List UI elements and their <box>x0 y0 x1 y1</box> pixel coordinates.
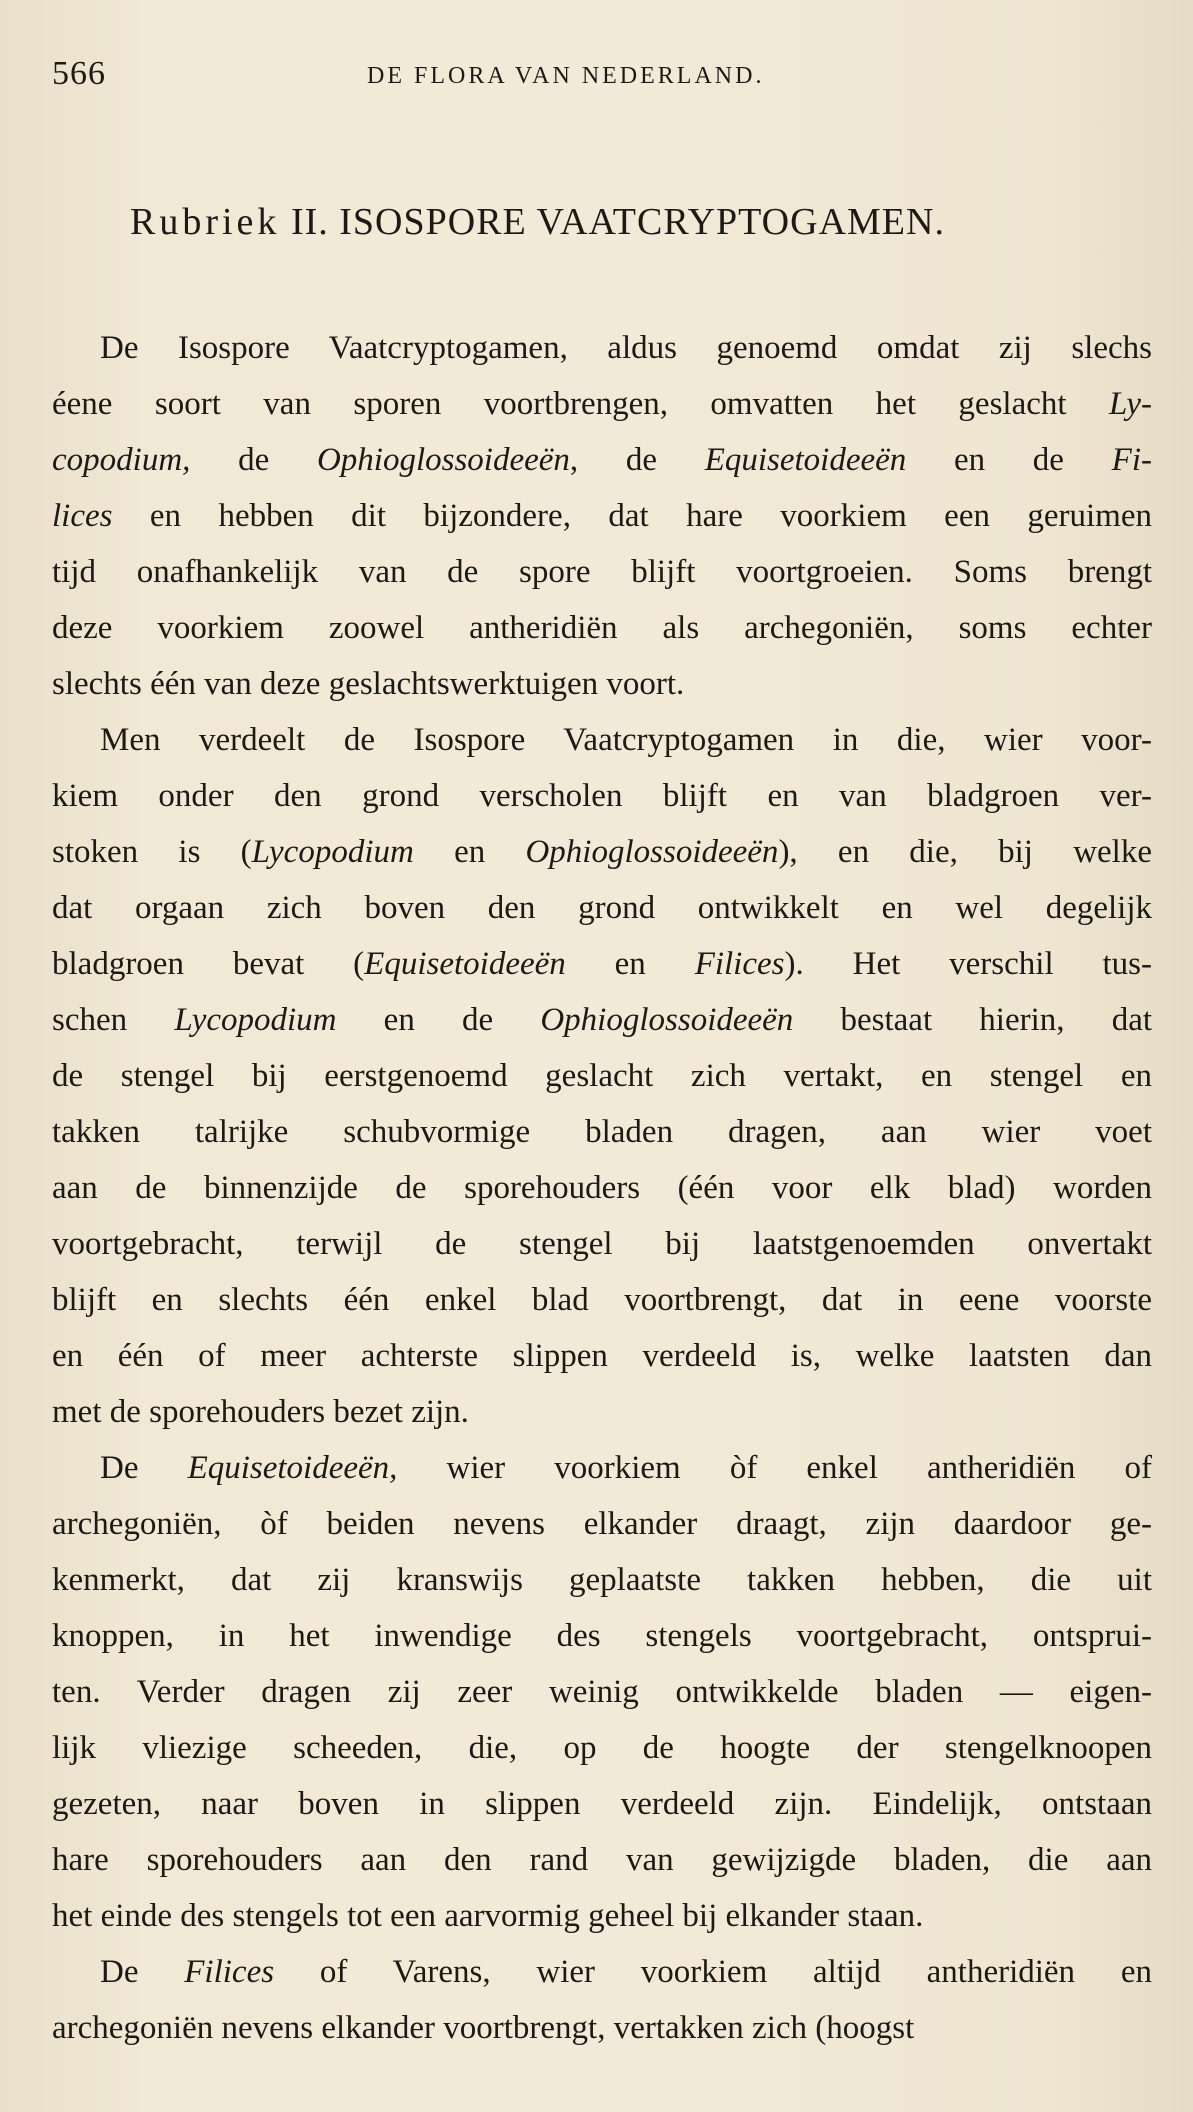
text-line <box>52 1048 1152 1104</box>
text-run: en <box>565 946 695 982</box>
text-run: ). Het verschil tus- <box>784 946 1152 982</box>
text-run: blijft en slechts één enkel blad voortbrengt, dat in eene voorste <box>52 1282 1152 1318</box>
italic-run: copodium, <box>52 442 191 478</box>
text-run: de <box>190 442 317 478</box>
text-line <box>52 1160 1152 1216</box>
text-run: en hebben dit bijzondere, dat hare voorkiem een geruimen <box>112 498 1152 534</box>
text-line <box>52 1104 1152 1160</box>
text-run: ), en die, bij welke <box>778 834 1152 870</box>
text-line <box>52 1384 1152 1440</box>
italic-run: Equisetoideeën <box>364 946 566 982</box>
italic-run: Ophioglossoideeën <box>540 1002 794 1038</box>
text-run: De <box>100 1954 185 1990</box>
paragraph <box>52 320 1152 712</box>
text-run: , de <box>569 442 705 478</box>
text-line <box>52 1664 1152 1720</box>
paragraph <box>52 1440 1152 1944</box>
text-line <box>52 376 1152 432</box>
text-run: of Varens, wier voorkiem altijd antheridiën en <box>274 1954 1152 1990</box>
text-line <box>52 1496 1152 1552</box>
text-run: gezeten, naar boven in slippen verdeeld zijn. Eindelijk, ontstaan <box>52 1786 1152 1822</box>
text-line <box>52 1832 1152 1888</box>
text-line <box>52 824 1152 880</box>
italic-run: Fi- <box>1111 442 1152 478</box>
text-run: en de <box>906 442 1112 478</box>
text-run: De <box>100 1450 188 1486</box>
text-run: archegoniën nevens elkander voortbrengt, vertakken zich (hoogst <box>52 2010 915 2046</box>
text-run: slechts één van deze geslachtswerktuigen voort. <box>52 666 685 702</box>
text-line <box>52 768 1152 824</box>
text-line <box>52 1776 1152 1832</box>
text-run: knoppen, in het inwendige des stengels voortgebracht, ontsprui- <box>52 1618 1152 1654</box>
section-title: ISOSPORE VAATCRYPTOGAMEN. <box>339 201 945 243</box>
italic-run: Ly- <box>1108 386 1152 422</box>
text-line <box>52 1720 1152 1776</box>
text-run: wier voorkiem òf enkel antheridiën of <box>397 1450 1152 1486</box>
body-text <box>52 320 1152 2056</box>
text-line <box>52 936 1152 992</box>
text-run: en de <box>336 1002 541 1038</box>
text-line <box>52 1944 1152 2000</box>
text-line <box>52 992 1152 1048</box>
text-line <box>52 656 1152 712</box>
text-run: het einde des stengels tot een aarvormig geheel bij elkander staan. <box>52 1898 924 1934</box>
text-run: met de sporehouders bezet zijn. <box>52 1394 469 1430</box>
text-run: stoken is ( <box>52 834 252 870</box>
text-line <box>52 600 1152 656</box>
italic-run: Ophioglossoideeën <box>525 834 779 870</box>
italic-run: Ophioglossoideeën <box>316 442 570 478</box>
paragraph <box>52 712 1152 1440</box>
text-run: kiem onder den grond verscholen blijft en van bladgroen ver- <box>52 778 1152 814</box>
text-run: deze voorkiem zoowel antheridiën als archegoniën, soms echter <box>52 610 1152 646</box>
italic-run: Lycopodium <box>251 834 414 870</box>
rubric-label: Rubriek <box>130 201 281 243</box>
text-line <box>52 1440 1152 1496</box>
text-run: voortgebracht, terwijl de stengel bij laatstgenoemden onvertakt <box>52 1226 1152 1262</box>
text-run: hare sporehouders aan den rand van gewijzigde bladen, die aan <box>52 1842 1152 1878</box>
text-line <box>52 1216 1152 1272</box>
text-line <box>52 488 1152 544</box>
text-line <box>52 1608 1152 1664</box>
text-line <box>52 2000 1152 2056</box>
text-line <box>52 320 1152 376</box>
text-run: Men verdeelt de Isospore Vaatcryptogamen in die, wier voor- <box>100 722 1152 758</box>
text-run: éene soort van sporen voortbrengen, omvatten het geslacht <box>52 386 1109 422</box>
text-run: kenmerkt, dat zij kranswijs geplaatste takken hebben, die uit <box>52 1562 1152 1598</box>
text-line <box>52 1328 1152 1384</box>
italic-run: Filices <box>694 946 785 982</box>
text-line <box>52 544 1152 600</box>
italic-run: lices <box>52 498 113 534</box>
text-run: schen <box>52 1002 175 1038</box>
text-run: takken talrijke schubvormige bladen dragen, aan wier voet <box>52 1114 1152 1150</box>
text-run: bladgroen bevat ( <box>52 946 365 982</box>
text-run: tijd onafhankelijk van de spore blijft voortgroeien. Soms brengt <box>52 554 1152 590</box>
text-run: ten. Verder dragen zij zeer weinig ontwikkelde bladen — eigen- <box>52 1674 1152 1710</box>
text-line <box>52 1552 1152 1608</box>
italic-run: Lycopodium <box>174 1002 337 1038</box>
text-run: bestaat hierin, dat <box>793 1002 1153 1038</box>
text-run: de stengel bij eerstgenoemd geslacht zich vertakt, en stengel en <box>52 1058 1152 1094</box>
text-line <box>52 880 1152 936</box>
running-head <box>52 55 1162 105</box>
text-line <box>52 432 1152 488</box>
rubric-number: II. <box>290 201 329 243</box>
paragraph <box>52 1944 1152 2056</box>
italic-run: Filices <box>184 1954 275 1990</box>
italic-run: Equisetoideeën <box>704 442 907 478</box>
text-run: De Isospore Vaatcryptogamen, aldus genoemd omdat zij slechs <box>100 330 1152 366</box>
text-run: aan de binnenzijde de sporehouders (één voor elk blad) worden <box>52 1170 1152 1206</box>
italic-run: Equisetoideeën, <box>187 1450 398 1486</box>
text-run: en <box>413 834 526 870</box>
page-number: 566 <box>52 55 106 92</box>
section-heading <box>130 200 1130 244</box>
text-line <box>52 1272 1152 1328</box>
text-run: archegoniën, òf beiden nevens elkander draagt, zijn daardoor ge- <box>52 1506 1152 1542</box>
text-line <box>52 712 1152 768</box>
running-title: DE FLORA VAN NEDERLAND. <box>367 63 765 89</box>
text-run: dat orgaan zich boven den grond ontwikkelt en wel degelijk <box>52 890 1152 926</box>
text-run: lijk vliezige scheeden, die, op de hoogte der stengelknoopen <box>52 1730 1152 1766</box>
text-line <box>52 1888 1152 1944</box>
text-run: en één of meer achterste slippen verdeeld is, welke laatsten dan <box>52 1338 1152 1374</box>
